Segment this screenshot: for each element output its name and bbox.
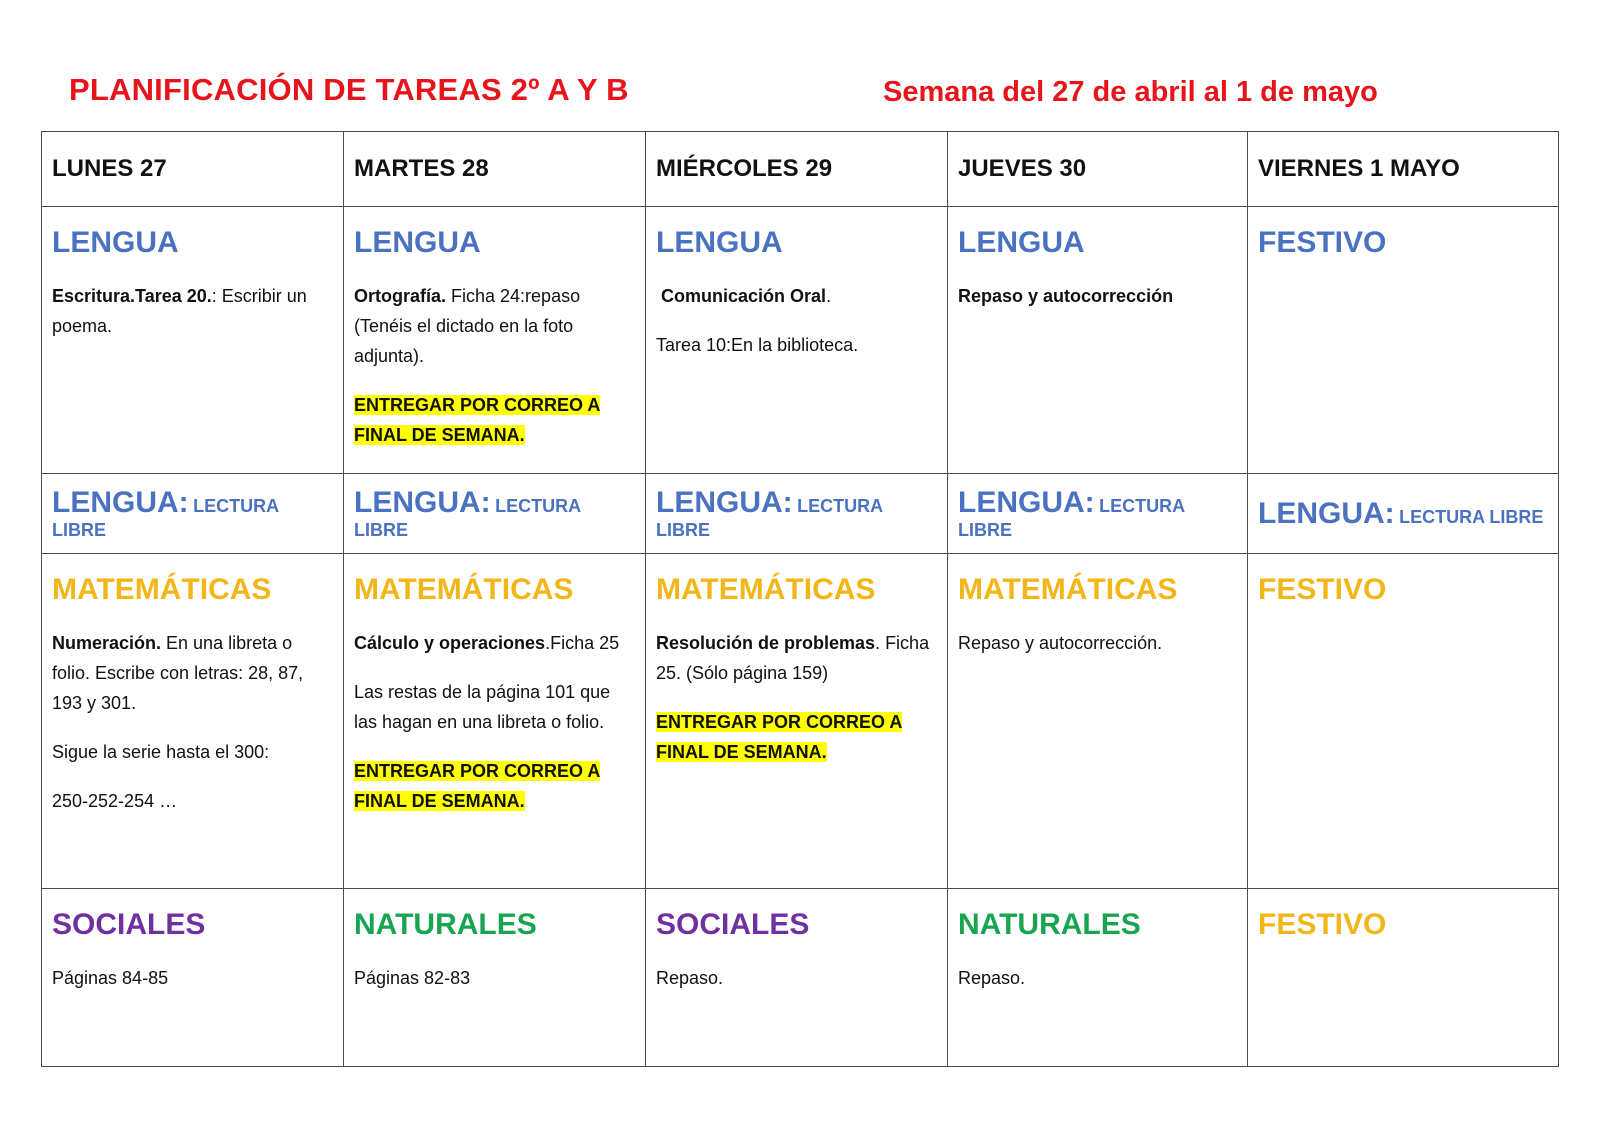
subject-label: NATURALES [354,908,537,941]
ciencias-wednesday-cell [646,889,948,1067]
task-text [656,628,939,688]
ciencias-row [42,889,1559,1067]
task-title: Cálculo y operaciones [354,633,546,653]
week-range: Semana del 27 de abril al 1 de mayo [883,76,1378,108]
subject-label: SOCIALES [52,908,206,941]
day-header-wednesday: MIÉRCOLES 29 [646,132,948,207]
task-detail: .Ficha 25 [545,633,620,653]
lectura-label: LENGUA: [354,486,491,519]
delivery-highlight: ENTREGAR POR CORREO A FINAL DE SEMANA. [354,761,601,811]
subject-label: LENGUA [958,226,1085,259]
lectura-label: LENGUA: [656,486,793,519]
task-text: Páginas 84-85 [52,968,169,988]
task-title: Escritura.Tarea 20. [52,286,212,306]
task-text [52,281,335,341]
lengua-thursday-cell [948,207,1248,474]
task-text-2: Las restas de la página 101 que las hagan en una libreta o folio. [354,682,611,732]
ciencias-monday-cell [42,889,344,1067]
task-text [52,628,335,718]
lectura-tuesday-cell [344,474,646,554]
lengua-monday-cell [42,207,344,474]
task-text: Repaso y autocorrección. [958,633,1163,653]
festivo-label: FESTIVO [1258,573,1387,606]
task-detail: . Ficha 25. (Sólo página 159) [656,633,930,683]
task-detail: . [826,286,832,306]
task-detail: Ficha 24:repaso (Tenéis el dictado en la foto adjunta). [354,286,581,366]
subject-label: LENGUA [354,226,481,259]
day-header-friday: VIERNES 1 MAYO [1248,132,1559,207]
days-header-row [42,132,1559,207]
lectura-row [42,474,1559,554]
task-title: Repaso y autocorrección [958,286,1174,306]
task-detail: En una libreta o folio. Escribe con letras: 28, 87, 193 y 301. [52,633,304,713]
day-header-tuesday: MARTES 28 [344,132,646,207]
task-text: Repaso. [958,968,1026,988]
lectura-monday-cell [42,474,344,554]
task-title: Comunicación Oral [661,286,827,306]
task-text: Páginas 82-83 [354,968,471,988]
ciencias-thursday-cell [948,889,1248,1067]
ciencias-friday-cell [1248,889,1559,1067]
subject-label: LENGUA [52,226,179,259]
task-text [958,281,1239,311]
task-text-3: 250-252-254 … [52,791,178,811]
lectura-sublabel: LECTURA LIBRE [656,496,883,540]
lectura-sublabel: LECTURA LIBRE [958,496,1185,540]
task-title: Resolución de problemas [656,633,876,653]
festivo-label: FESTIVO [1258,908,1387,941]
delivery-note [656,707,939,767]
lectura-friday-cell [1248,474,1559,554]
mate-monday-cell [42,554,344,889]
subject-label: MATEMÁTICAS [52,573,272,606]
day-header-monday: LUNES 27 [42,132,344,207]
task-text [656,281,939,311]
lengua-row [42,207,1559,474]
lengua-wednesday-cell [646,207,948,474]
ciencias-tuesday-cell [344,889,646,1067]
task-text [354,628,637,658]
lengua-friday-cell [1248,207,1559,474]
subject-label: MATEMÁTICAS [958,573,1178,606]
subject-label: SOCIALES [656,908,810,941]
subject-label: LENGUA [656,226,783,259]
task-title: Numeración. [52,633,162,653]
lectura-label: LENGUA: [958,486,1095,519]
lectura-sublabel: LECTURA LIBRE [52,496,279,540]
subject-label: MATEMÁTICAS [354,573,574,606]
lectura-sublabel: LECTURA LIBRE [354,496,581,540]
lectura-thursday-cell [948,474,1248,554]
matematicas-row [42,554,1559,889]
subject-label: NATURALES [958,908,1141,941]
schedule-table [41,131,1559,1067]
lengua-tuesday-cell [344,207,646,474]
subject-label: MATEMÁTICAS [656,573,876,606]
delivery-highlight: ENTREGAR POR CORREO A FINAL DE SEMANA. [354,395,601,445]
lectura-wednesday-cell [646,474,948,554]
lectura-label: LENGUA: [1258,496,1395,530]
delivery-note [354,390,637,450]
lectura-sublabel: LECTURA LIBRE [1399,506,1544,527]
delivery-note [354,756,637,816]
task-text-2: Sigue la serie hasta el 300: [52,742,270,762]
mate-thursday-cell [948,554,1248,889]
task-detail: : Escribir un poema. [52,286,307,336]
day-header-thursday: JUEVES 30 [948,132,1248,207]
page-title: PLANIFICACIÓN DE TAREAS 2º A Y B [69,72,629,107]
delivery-highlight: ENTREGAR POR CORREO A FINAL DE SEMANA. [656,712,903,762]
mate-friday-cell [1248,554,1559,889]
task-text [354,281,637,371]
task-text: Repaso. [656,968,724,988]
mate-tuesday-cell [344,554,646,889]
festivo-label: FESTIVO [1258,226,1387,259]
task-text-2: Tarea 10:En la biblioteca. [656,335,859,355]
task-title: Ortografía. [354,286,447,306]
mate-wednesday-cell [646,554,948,889]
lectura-label: LENGUA: [52,486,189,519]
